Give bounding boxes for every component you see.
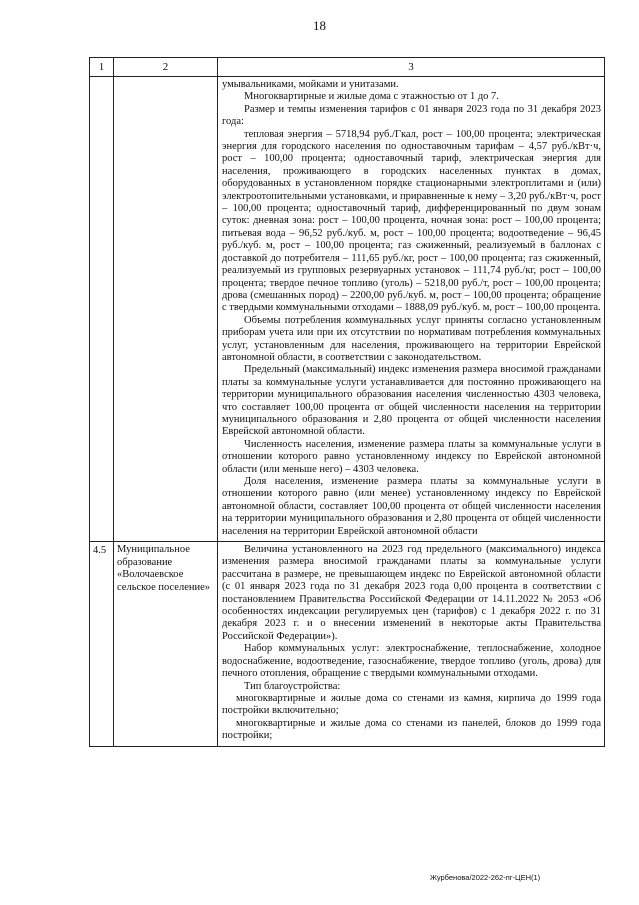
paragraph: Набор коммунальных услуг: электроснабжение, теплоснабжение, холодное водоснабжение, водоотведение, газоснабжение, твердое топливо (уголь, дрова) для печного отопления, обращение с твердыми коммунальными отходами. [222,643,601,680]
paragraph: Предельный (максимальный) индекс изменения размера вносимой гражданами платы за коммунальные услуги устанавливается для постоянно проживающего на территории муниципального образования населения численностью 4303 человека, что составляет 100,00 процента от общей численности населения на территории муниципального образования и 2,80 процента от общей численности населения Еврейской автономной области. [222,364,601,438]
row-number: 4.5 [90,542,114,747]
paragraph: Размер и темпы изменения тарифов с 01 января 2023 года по 31 декабря 2023 года: [222,103,601,128]
paragraph: тепловая энергия – 5718,94 руб./Гкал, рост – 100,00 процента; электрическая энергия для городского населения по одноставочным тарифам – 4,57 руб./кВт·ч, рост – 100,00 процента; одноставочный тариф, электрическая энергия для населения, проживающего в городских населенных пунктах в домах, оборудованных в установленном порядке стационарными электроплитами и (или) электроотопительными установками, и приравненные к нему – 3,20 руб./кВт·ч, рост – 100,00 процента; одноставочный тариф, дифференцированный по двум зонам суток: дневная зона: рост – 100,00 процента, ночная зона: рост – 100,00 процента; питьевая вода – 96,52 руб./куб. м, рост – 100,00 процента; водоотведение – 96,45 руб./куб. м, рост – 100,00 процента; газ сжиженный, реализуемый в баллонах с доставкой до потребителя – 111,65 руб./кг, рост – 100,00 процента; газ сжиженный, реализуемый из групповых резервуарных установок – 111,74 руб./кг, рост – 100,00 процента; твердое печное топливо (уголь) – 5218,00 руб./т, рост – 100,00 процента; дрова (смешанных пород) – 2200,00 руб./куб. м, рост – 100,00 процента; обращение с твердыми коммунальными отходами – 1888,09 руб./куб. м, рост – 100,00 процента. [222,128,601,314]
row-name-cell [114,77,218,542]
municipality-name: Муниципальное образование «Волочаевское сельское поселение» [114,542,218,747]
paragraph: Многоквартирные и жилые дома с этажностью от 1 до 7. [244,91,499,103]
paragraph: умывальниками, мойками и унитазами. [222,79,399,90]
document-footer-code: Журбенова/2022-262-пг-ЦЕН(1) [430,873,541,882]
row-number-cell [90,77,114,542]
table-row-4-5 [90,542,605,747]
row-content-cell [218,542,605,747]
header-col-2: 2 [114,58,218,77]
paragraph: многоквартирные и жилые дома со стенами из камня, кирпича до 1999 года постройки включительно; [222,692,601,717]
page-number: 18 [313,18,326,33]
paragraph: Доля населения, изменение размера платы за коммунальные услуги в отношении которого равно (или менее) установленному индексу по Еврейской автономной области, составляет 100,00 процента от общей численности населения на территории муниципального образования и 2,80 процента от общей численности населения на территории Еврейской автономной области [222,476,601,537]
row-content-cell [218,77,605,542]
tariff-table [89,57,605,747]
table-header-row [90,58,605,77]
paragraph: многоквартирные и жилые дома со стенами из панелей, блоков до 1999 года постройки; [222,717,601,742]
paragraph: Тип благоустройства: [244,680,341,692]
paragraph: Величина установленного на 2023 год предельного (максимального) индекса изменения размера вносимой гражданами платы за коммунальные услуги рассчитана в размере, не превышающем индекс по Еврейской автономной области (с 01 января 2023 года по 31 декабря 2023 года 0,00 процента в соответствии с постановлением Правительства Российской Федерации от 14.11.2022 № 2053 «Об особенностях индексации регулируемых цен (тарифов) с 1 декабря 2022 г. по 31 декабря 2023 г. и о внесении изменений в некоторые акты Правительства Российской Федерации»). [222,544,601,642]
header-col-1: 1 [90,58,114,77]
paragraph: Численность населения, изменение размера платы за коммунальные услуги в отношении которого равно установленному индексу по Еврейской автономной области (или меньше него) – 4303 человека. [222,438,601,475]
table-row-continuation [90,77,605,542]
paragraph: Объемы потребления коммунальных услуг приняты согласно установленным приборам учета или при их отсутствии по нормативам потребления коммунальных услуг, установленным для населения, проживающего на территории Еврейской автономной области, в соответствии с законодательством. [222,314,601,363]
header-col-3: 3 [218,58,605,77]
